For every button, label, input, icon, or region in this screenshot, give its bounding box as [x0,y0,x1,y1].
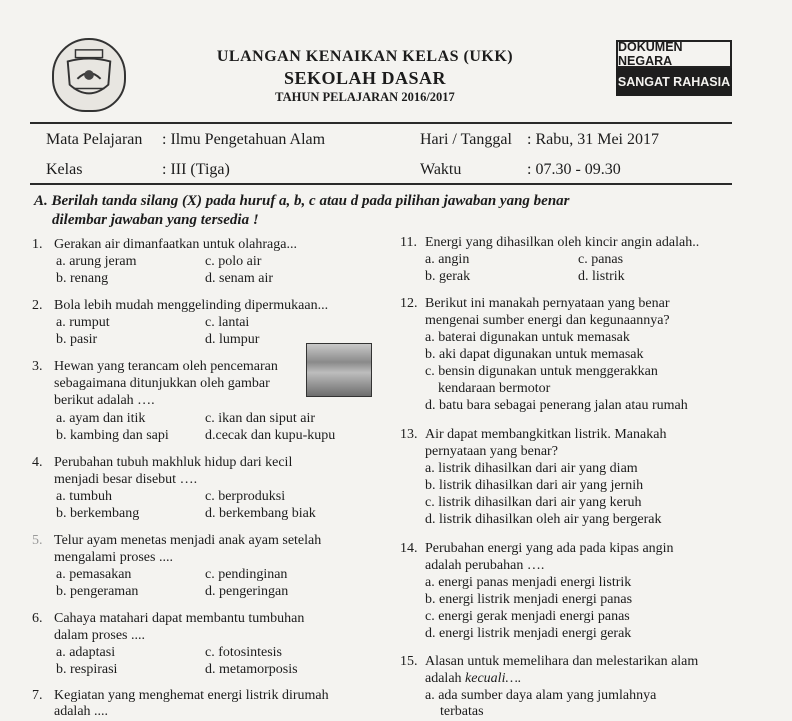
question-6 [32,611,304,628]
option-a: a. ayam dan itik [56,411,146,426]
option-c: c. panas [578,252,624,267]
question-text-plain: adalah [425,671,466,686]
question-number: 3. [32,359,43,374]
option-a: a. pemasakan [56,567,132,582]
question-text: Gerakan air dimanfaatkan untuk olahraga... [54,237,297,252]
header-divider [30,122,732,124]
pollution-photo [306,343,372,397]
question-number: 4. [32,455,43,470]
regency-logo [52,38,126,112]
option-b: b. listrik dihasilkan dari air yang jernih [425,478,644,493]
option-c: c. listrik dihasilkan dari air yang keruh [425,495,642,510]
question-number: 2. [32,298,43,313]
class-value: : III (Tiga) [162,161,230,178]
class-label: Kelas [46,161,83,178]
option-c: c. ikan dan siput air [205,411,316,426]
question-text-line-1: Perubahan tubuh makhluk hidup dari kecil [54,455,293,470]
stamp-dokumen-negara: DOKUMEN NEGARA [616,40,732,68]
question-text-line-2: pernyataan yang benar? [425,444,558,459]
question-text-line-1: Cahaya matahari dapat membantu tumbuhan [54,611,305,626]
question-number: 1. [32,237,43,252]
question-text-line-1: Air dapat membangkitkan listrik. Manakah [425,427,667,442]
question-text-line-2: mengenai sumber energi dan kegunaannya? [425,313,670,328]
question-15 [400,654,698,671]
option-b: b. gerak [425,269,471,284]
option-d: d. lumpur [205,332,260,347]
option-d: d.cecak dan kupu-kupu [205,428,336,443]
question-number: 6. [32,611,43,626]
subject-label: Mata Pelajaran [46,131,143,148]
option-c: c. berproduksi [205,489,286,504]
time-label: Waktu [420,161,462,178]
option-b: b. energi listrik menjadi energi panas [425,592,633,607]
school-level: SEKOLAH DASAR [283,68,447,88]
stamp-sangat-rahasia: SANGAT RAHASIA [616,68,732,96]
question-14 [400,541,674,558]
question-number: 5. [32,533,43,548]
option-b: b. pasir [56,332,98,347]
question-text: Bola lebih mudah menggelinding dipermukaan... [54,298,329,313]
subject-value: : Ilmu Pengetahuan Alam [162,131,326,148]
question-13 [400,427,666,444]
question-text-line-2: adalah .... [54,704,109,719]
question-2 [32,298,328,315]
option-b: b. renang [56,271,109,286]
option-b: b. respirasi [56,662,118,677]
question-text-line-1: Hewan yang terancam oleh pencemaran [54,359,278,374]
option-a: a. baterai digunakan untuk memasak [425,330,630,345]
option-a: a. angin [425,252,470,267]
option-a: a. arung jeram [56,254,137,269]
academic-year: TAHUN PELAJARAN 2016/2017 [275,90,455,104]
option-c: c. energi gerak menjadi energi panas [425,609,630,624]
option-a-continued: terbatas [440,704,484,719]
option-d: d. batu bara sebagai penerang jalan atau rumah [425,398,688,413]
option-b: b. kambing dan sapi [56,428,169,443]
question-1 [32,237,297,254]
option-c: c. bensin digunakan untuk menggerakkan [425,364,658,379]
option-a: a. listrik dihasilkan dari air yang diam [425,461,638,476]
option-a: a. tumbuh [56,489,112,504]
instruction-line-1: A. Berilah tanda silang (X) pada huruf a, b, c atau d pada pilihan jawaban yang benar [34,193,570,209]
question-text-line-1: Kegiatan yang menghemat energi listrik dirumah [54,688,329,703]
question-number: 14. [400,541,418,556]
instruction-line-2: dilembar jawaban yang tersedia ! [52,212,259,228]
question-text-line-2: adalah perubahan …. [425,558,545,573]
question-text-line-2 [425,671,521,688]
day-value: : Rabu, 31 Mei 2017 [527,131,659,148]
option-a: a. ada sumber daya alam yang jumlahnya [425,688,657,703]
question-number: 7. [32,688,43,703]
option-d: d. metamorposis [205,662,298,677]
question-text-line-1: Telur ayam menetas menjadi anak ayam setelah [54,533,322,548]
emblem-icon [60,46,118,104]
question-4 [32,455,292,472]
question-text-line-2: sebagaimana ditunjukkan oleh gambar [54,376,270,391]
option-d: d. listrik dihasilkan oleh air yang bergerak [425,512,662,527]
question-number: 11. [400,235,417,250]
question-text-line-1: Berikut ini manakah pernyataan yang benar [425,296,670,311]
question-text-line-2: dalam proses .... [54,628,145,643]
option-d: d. pengeringan [205,584,289,599]
question-3 [32,359,278,376]
option-b: b. berkembang [56,506,140,521]
option-c: c. fotosintesis [205,645,282,660]
info-divider [30,183,732,185]
question-text-line-2: menjadi besar disebut …. [54,472,198,487]
option-b: b. aki dapat digunakan untuk memasak [425,347,644,362]
option-c: c. polo air [205,254,262,269]
option-d: d. listrik [578,269,625,284]
question-number: 15. [400,654,418,669]
question-text: Energi yang dihasilkan oleh kincir angin adalah.. [425,235,700,250]
question-text-line-3: berikut adalah …. [54,393,155,408]
option-c: c. pendinginan [205,567,288,582]
question-5 [32,533,321,550]
option-c-continued: kendaraan bermotor [438,381,551,396]
option-a: a. rumput [56,315,110,330]
question-number: 13. [400,427,418,442]
question-number: 12. [400,296,418,311]
question-7 [32,688,329,705]
option-a: a. energi panas menjadi energi listrik [425,575,632,590]
question-11 [400,235,699,252]
question-text-line-2: mengalami proses .... [54,550,173,565]
option-b: b. pengeraman [56,584,139,599]
option-a: a. adaptasi [56,645,116,660]
option-d: d. energi listrik menjadi energi gerak [425,626,632,641]
question-text-line-1: Alasan untuk memelihara dan melestarikan alam [425,654,699,669]
day-label: Hari / Tanggal [420,131,512,148]
option-d: d. senam air [205,271,274,286]
option-d: d. berkembang biak [205,506,316,521]
exam-title: ULANGAN KENAIKAN KELAS (UKK) [216,48,514,65]
question-text-emphasis: kecuali…. [465,671,522,686]
time-value: : 07.30 - 09.30 [527,161,621,178]
option-c: c. lantai [205,315,250,330]
question-text-line-1: Perubahan energi yang ada pada kipas angin [425,541,674,556]
question-12 [400,296,670,313]
